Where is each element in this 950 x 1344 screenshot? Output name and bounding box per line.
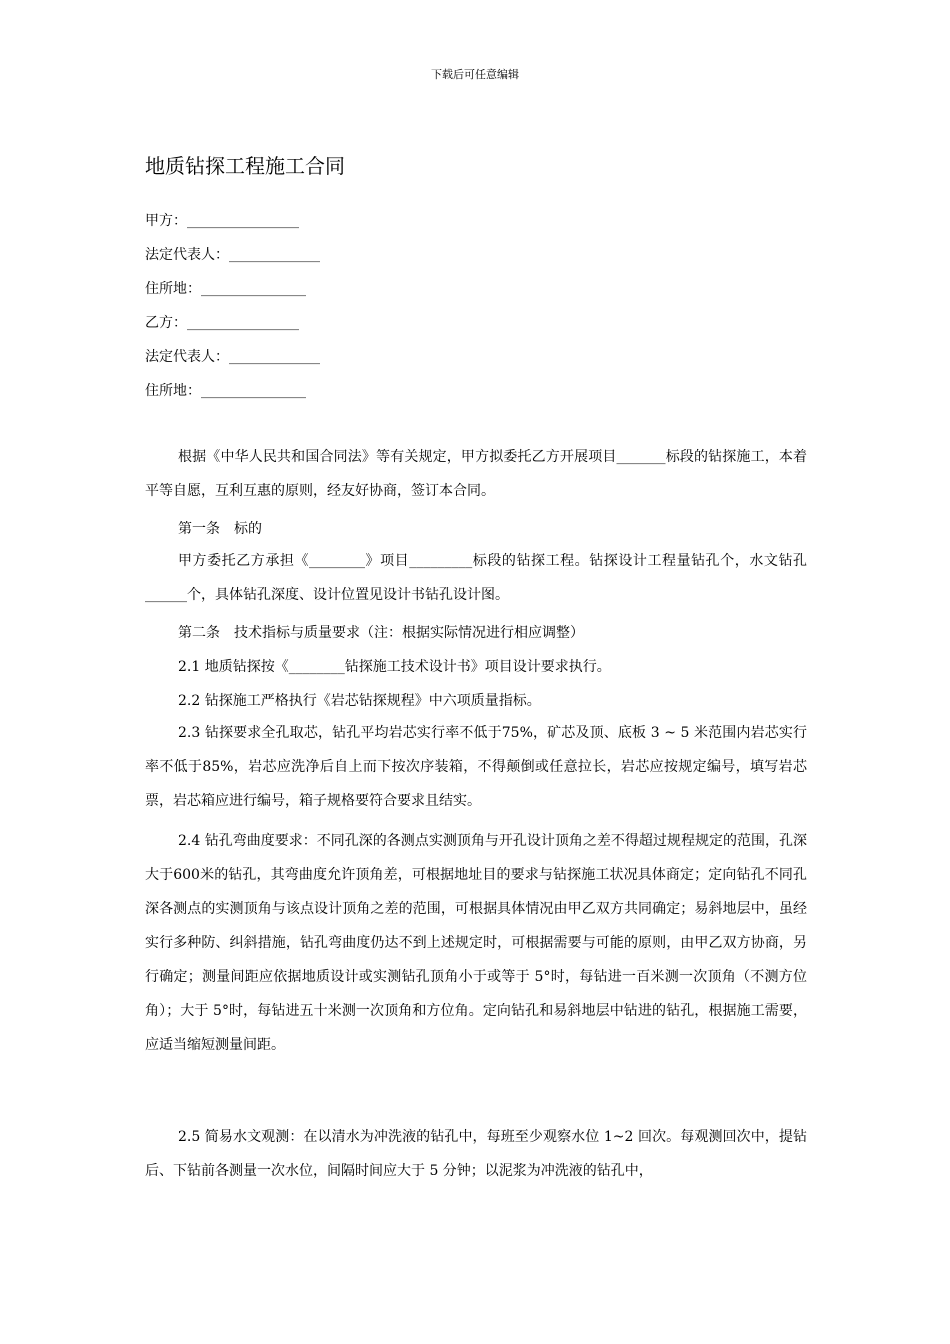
document-title: 地质钻探工程施工合同 xyxy=(145,154,345,178)
clause-2-1-text-2: 钻探施工技术设计书》项目设计要求执行。 xyxy=(344,659,611,675)
party-a-representative-blank: _____________ xyxy=(229,247,320,263)
intro-project-blank: _______ xyxy=(616,449,666,465)
intro-text-1: 根据《中华人民共和国合同法》等有关规定，甲方拟委托乙方开展项目 xyxy=(178,449,617,465)
clause-2-4: 2.4 钻孔弯曲度要求：不同孔深的各测点实测顶角与开孔设计顶角之差不得超过规程规定的范围，孔深大于600米的钻孔，其弯曲度允许顶角差，可根据地址目的要求与钻探施工状况具体商定；定向钻孔不同孔深各测点的实测顶角与该点设计顶角之差的范围，可根据具体情况由甲乙双方共同确定；易斜地层中，虽经实行多种防、纠斜措施，钻孔弯曲度仍达不到上述规定时，可根据需要与可能的原则，由甲乙双方协商，另行确定；测量间距应依据地质设计或实测钻孔顶角小于或等于 5°时，每钻进一百米测一次顶角（不测方位角）；大于 5°时，每钻进五十米测一次顶角和方位角。定向钻孔和易斜地层中钻进的钻孔，根据施工需要，应适当缩短测量间距。 xyxy=(145,833,807,1053)
party-b-line xyxy=(145,313,299,333)
article-2-heading: 第二条 技术指标与质量要求（注：根据实际情况进行相应调整） xyxy=(178,625,584,641)
article-1-heading: 第一条 标的 xyxy=(178,521,262,537)
article-1-hydro-blank: ______ xyxy=(145,587,187,603)
article-1-text-2: 》项目 xyxy=(365,553,410,569)
party-a-representative-label: 法定代表人： xyxy=(145,247,229,263)
intro-text-2: 标段的钻探施工，本着平等自愿，互利互惠的原则，经友好协商，签订本合同。 xyxy=(145,449,808,499)
party-a-label: 甲方： xyxy=(145,213,187,229)
party-b-representative-blank: _____________ xyxy=(229,349,320,365)
clause-2-1 xyxy=(178,657,611,677)
party-a-address-line xyxy=(145,279,306,299)
article-1-paragraph xyxy=(145,544,807,612)
article-1-text-1: 甲方委托乙方承担《 xyxy=(178,553,309,569)
party-a-blank: ________________ xyxy=(187,213,299,229)
party-b-address-label: 住所地： xyxy=(145,383,201,399)
clause-2-2: 2.2 钻探施工严格执行《岩芯钻探规程》中六项质量指标。 xyxy=(178,693,541,709)
clause-2-5: 2.5 简易水文观测：在以清水为冲洗液的钻孔中，每班至少观察水位 1~2 回次。每观测回次中，提钻后、下钻前各测量一次水位，间隔时间应大于 5 分钟；以泥浆为冲洗液的钻孔中， xyxy=(145,1129,807,1179)
page-header: 下载后可任意编辑 xyxy=(431,68,519,81)
article-1-project-blank: ________ xyxy=(309,553,365,569)
party-b-address-blank: _______________ xyxy=(201,383,306,399)
party-b-label: 乙方： xyxy=(145,315,187,331)
clause-2-3: 2.3 钻探要求全孔取芯，钻孔平均岩芯实行率不低于75%，矿芯及顶、底板 3 ~ 5 米范围内岩芯实行率不低于85%，岩芯应洗净后自上而下按次序装箱，不得颠倒或任意拉长，岩芯应按规定编号，填写岩芯票，岩芯箱应进行编号，箱子规格要符合要求且结实。 xyxy=(145,725,807,809)
party-a-representative-line xyxy=(145,245,320,265)
party-a-address-blank: _______________ xyxy=(201,281,306,297)
article-1-text-4: 个，具体钻孔深度、设计位置见设计书钻孔设计图。 xyxy=(187,587,509,603)
article-1-section-blank: _________ xyxy=(409,553,473,569)
party-b-representative-line xyxy=(145,347,320,367)
intro-paragraph xyxy=(145,440,807,508)
party-b-blank: ________________ xyxy=(187,315,299,331)
party-a-line xyxy=(145,211,299,231)
article-1-text-3: 标段的钻探工程。钻探设计工程量钻孔个，水文钻孔 xyxy=(472,553,808,569)
party-a-address-label: 住所地： xyxy=(145,281,201,297)
clause-2-1-blank: ________ xyxy=(288,659,345,675)
party-b-address-line xyxy=(145,381,306,401)
party-b-representative-label: 法定代表人： xyxy=(145,349,229,365)
clause-2-1-text-1: 2.1 地质钻探按《 xyxy=(178,659,289,675)
